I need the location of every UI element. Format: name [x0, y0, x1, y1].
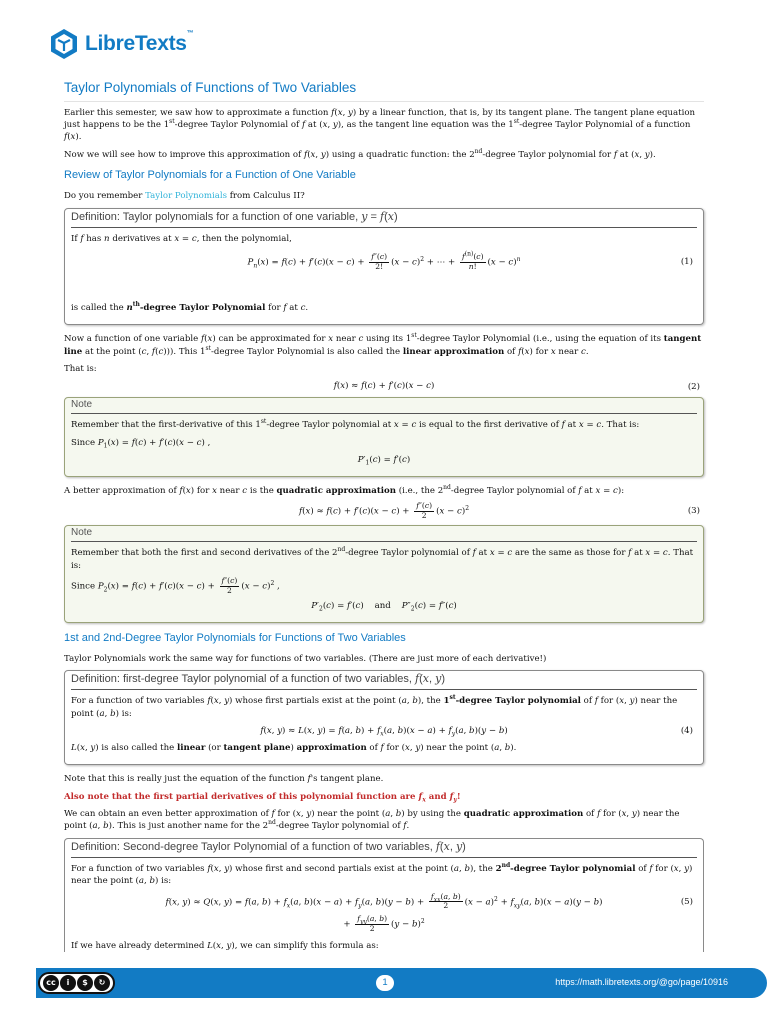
intro-paragraph-2: Now we will see how to improve this approximation of f(x, y) using a quadratic function: the 2nd-degree Taylor polynomial for f at (x, y).	[64, 148, 656, 160]
cc-icon: cc	[43, 975, 59, 991]
equation-1: $P_n(x) = f(c) + f'(c)(x - c)$ + $\frac{f''(c)}{2!}$ $(x - c)^2$ + ⋯ + $\frac{f^{(n)}(c)}{n!}$ $(x - c)^n$ (1)	[247, 250, 693, 271]
libretexts-wordmark: LibreTexts™	[85, 29, 194, 55]
page-title: Taylor Polynomials of Functions of Two Variables	[64, 78, 704, 102]
definition-box-second-degree: Definition: Second-degree Taylor Polynomial of a function of two variables, f(x, y) For a function of two variables f(x, y) whose first and second partials exist at the point (a, b), the 2nd-degree Taylor polynomial of f for (x, y) near the point (a, b) is: f(x, y) ≈ Q(x, y) = f(a, $b) + f_x(a$, $b)(x - a) + f_y(a$, b)(y − b) + $\frac{f_{xx}(a, b)}{2}$ $(x - a)^2 + f_{xy}(a$, b)(x − a)(y − b) (5) + $\frac{f_{yy}(a, b)}{2}$ $(y - b)^2$ If we have already determined L(x, y), we can simplify this formula as:	[64, 838, 704, 952]
definition-box-first-degree: Definition: first-degree Taylor polynomial of a function of two variables, f(x, y) For a function of two variables f(x, y) whose first partials exist at the point (a, b), the 1st-degree Taylor polynomial of f for (x, y) near the point (a, b) is: f(x, y) ≈ L(x, y) = f(a, $b) + f_x(a$, $b)(x - a) + f_y(a$, b)(y − b) (4) L(x, y) is also called the linear (or tangent plane) approximation of f for (x, y) near the point (a, b).	[64, 670, 704, 765]
page-number: 1	[376, 975, 394, 991]
equation-4: f(x, y) ≈ L(x, y) = f(a, $b) + f_x(a$, $b)(x - a) + f_y(a$, b)(y − b) (4)	[260, 726, 693, 738]
partial-derivatives-note: Also note that the first partial derivatives of this polynomial function are $f_x$ and $f_y$!	[64, 791, 461, 804]
note-title: Note	[71, 398, 697, 415]
linear-approx-paragraph: Now a function of one variable f(x) can be approximated for x near c using its 1st-degree Taylor Polynomial (i.e., using the equation of its tangent line at the point (c, f(c))). This 1st-degree Taylor Polynomial is also called the linear approximation of f(x) for x near c.	[64, 332, 702, 357]
note-1-equation: $P'_1(c) = f'(c)$	[357, 455, 411, 467]
quadratic-two-var-paragraph: We can obtain an even better approximation of f for (x, y) near the point (a, b) by using the quadratic approximation of f for (x, y) near the point (a, b). This is just another name for the 2nd-degree Taylor polynomial of f.	[64, 808, 680, 832]
two-variables-intro: Taylor Polynomials work the same way for functions of two variables. (There are just more of each derivative!)	[64, 653, 547, 664]
note-2-equation: $P'_2(c) = f'(c)$ and $P''_2(c) = f''(c)$	[311, 601, 457, 614]
note-box-1: Note Remember that the first-derivative of this 1st-degree Taylor polynomial at x = c is equal to the first derivative of f at x = c. That is: Since $P_1(x) = f(c) + f'(c)(x - c)$ , $P'_1(c) = f'(c)$	[64, 397, 704, 477]
section-heading-two-variables: 1st and 2nd-Degree Taylor Polynomials for Functions of Two Variables	[64, 631, 406, 644]
taylor-polynomials-link[interactable]: Taylor Polynomials	[145, 191, 228, 202]
definition-box-one-variable: Definition: Taylor polynomials for a function of one variable, y = f(x) If f has n derivatives at x = c, then the polynomial, $P_n(x) = f(c) + f'(c)(x - c)$ + $\frac{f''(c)}{2!}$ $(x - c)^2$ + ⋯ + $\frac{f^{(n)}(c)}{n!}$ $(x - c)^n$ (1) is called the $n^{th}$-degree Taylor Polynomial for f at c.	[64, 208, 704, 325]
equation-5-continued: + $\frac{f_{yy}(a, b)}{2}$ $(y - b)^2$	[343, 914, 425, 933]
equation-3: f(x) ≈ f(c) + f′(c)(x − c) + $\frac{f''(c)}{2}$ $(x - c)^2$ (3)	[298, 501, 700, 520]
quadratic-approx-paragraph: A better approximation of f(x) for x near c is the quadratic approximation (i.e., the 2nd-degree Taylor polynomial of f at x = c):	[64, 483, 625, 496]
libretexts-logo[interactable]	[47, 26, 193, 62]
note-title: Note	[71, 526, 697, 543]
page-content	[64, 78, 704, 960]
noncommercial-icon: $	[77, 975, 93, 991]
equation-2: f(x) ≈ f(c) + f′(c)(x − c) (2)	[333, 381, 700, 392]
creative-commons-license[interactable]	[38, 972, 115, 994]
libretexts-logo-icon	[47, 27, 81, 61]
remember-paragraph: Do you remember Taylor Polynomials from Calculus II?	[64, 191, 305, 202]
that-is-text: That is:	[64, 363, 97, 374]
share-alike-icon: ↻	[94, 975, 110, 991]
section-heading-one-variable: Review of Taylor Polynomials for a Function of One Variable	[64, 169, 356, 182]
intro-paragraph-1: Earlier this semester, we saw how to approximate a function f(x, y) by a linear function, that is, by its tangent plane. The tangent plane equation just happens to be the 1st-degree Taylor Polynomial of f at (x, y), as the tangent line equation was the 1st-degree Taylor Polynomial of a function f(x).	[64, 107, 696, 143]
note-box-2: Note Remember that both the first and second derivatives of the 2nd-degree Taylor polynomial of f at x = c are the same as those for f at x = c. That is: Since $P_2(x) = f(c) + f'(c)(x - c)$ + $\frac{f''(c)}{2}$ $(x - c)^2$ , $P'_2(c) = f'(c)$ and $P''_2(c) = f''(c)$	[64, 525, 704, 623]
page-url-link[interactable]: https://math.libretexts.org/@go/page/10916	[555, 977, 728, 987]
definition-title: Definition: Taylor polynomials for a function of one variable, y = f(x)	[71, 209, 697, 228]
by-icon: i	[60, 975, 76, 991]
tangent-plane-note: Note that this is really just the equation of the function f's tangent plane.	[64, 774, 384, 785]
equation-number: (1)	[680, 257, 693, 268]
equation-5: f(x, y) ≈ Q(x, y) = f(a, $b) + f_x(a$, $b)(x - a) + f_y(a$, b)(y − b) + $\frac{f_{xx}(a, b)}{2}$ $(x - a)^2 + f_{xy}(a$, b)(x − a)(y − b) (5)	[165, 891, 693, 911]
